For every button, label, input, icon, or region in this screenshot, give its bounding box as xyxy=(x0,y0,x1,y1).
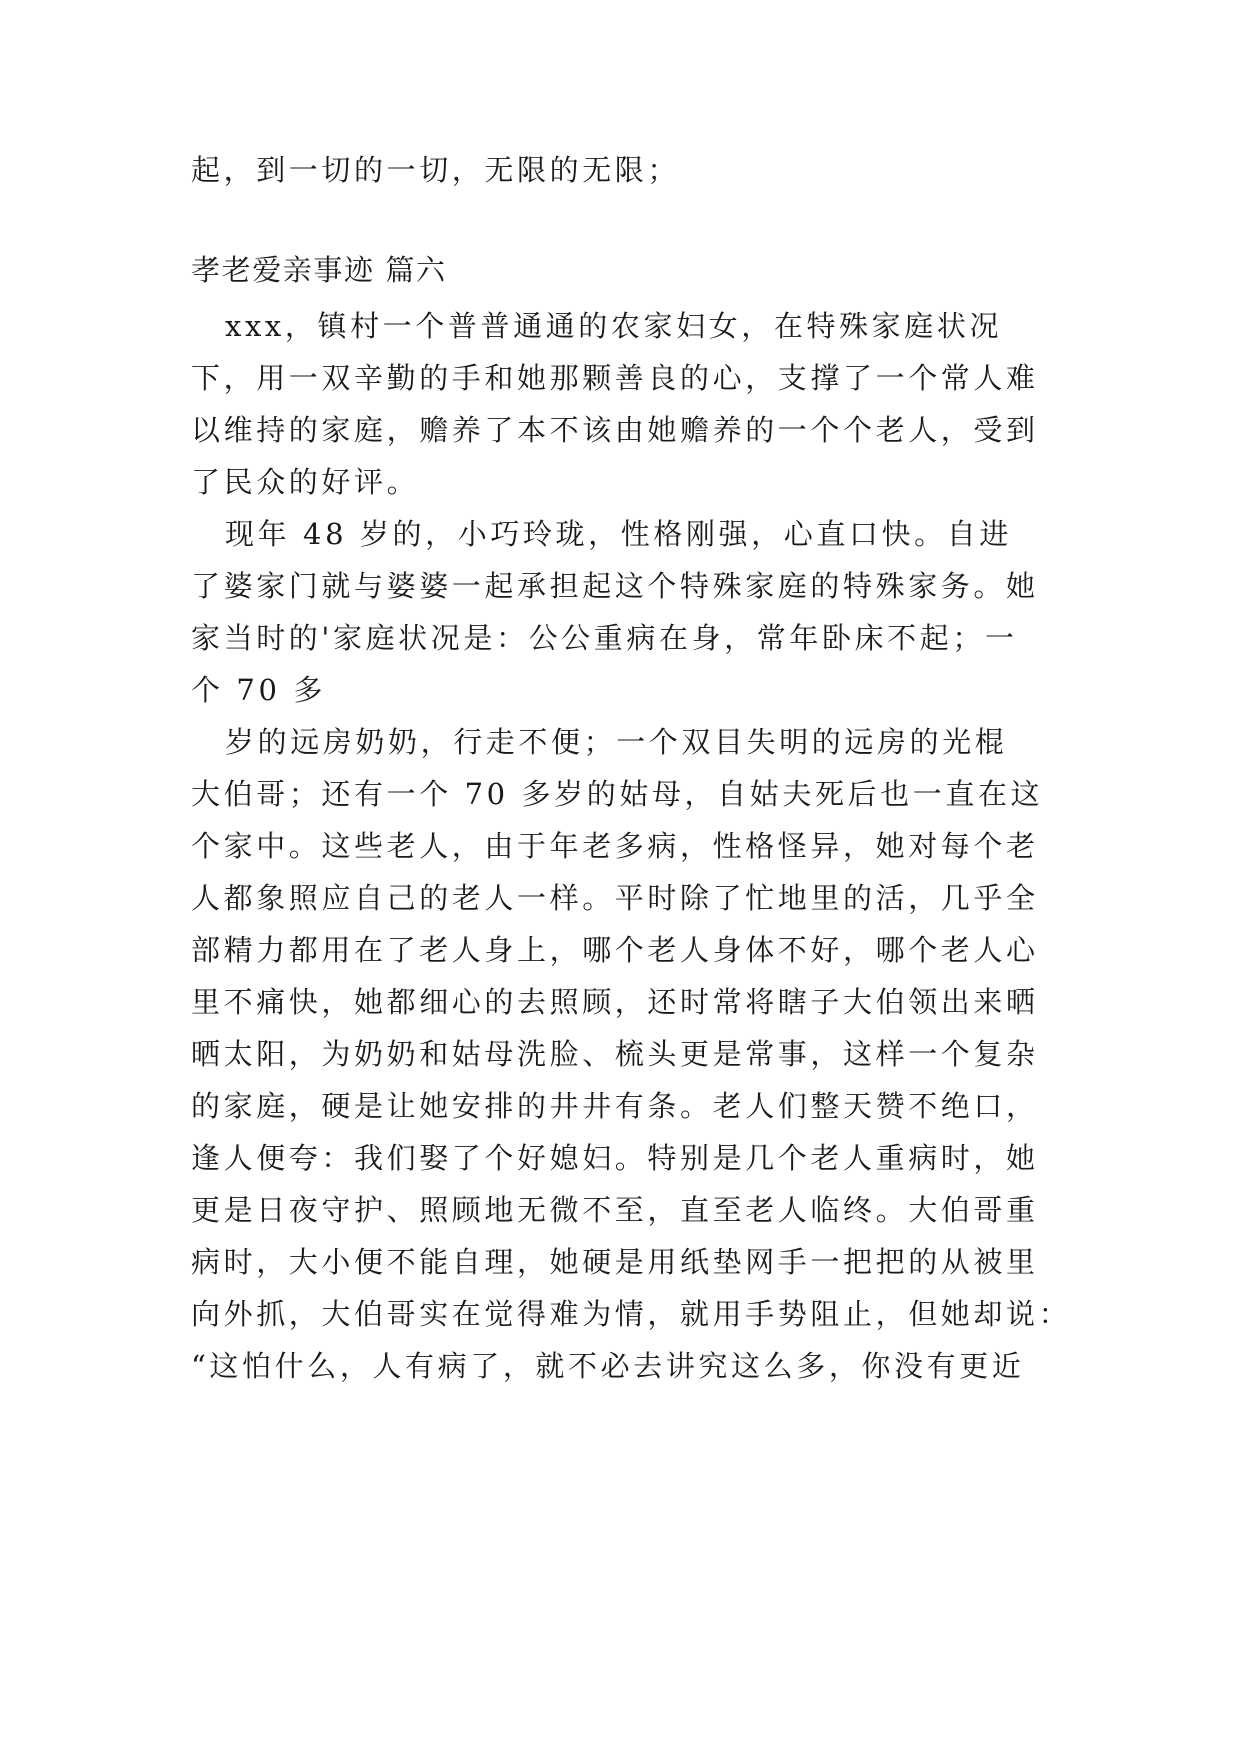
paragraph-2-line-3: 家当时的'家庭状况是：公公重病在身，常年卧床不起；一 xyxy=(191,621,1018,655)
paragraph-3-line-4: 人都象照应自己的老人一样。平时除了忙地里的活，几乎全 xyxy=(191,881,1039,915)
paragraph-3-line-13: “这怕什么，人有病了，就不必去讲究这么多，你没有更近 xyxy=(191,1349,1025,1383)
paragraph-3-line-12: 向外抓，大伯哥实在觉得难为情，就用手势阻止，但她却说： xyxy=(191,1297,1072,1331)
paragraph-3-line-6: 里不痛快，她都细心的去照顾，还时常将瞎子大伯领出来晒 xyxy=(191,985,1039,1019)
paragraph-3-line-2: 大伯哥；还有一个 70 多岁的姑母，自姑夫死后也一直在这 xyxy=(191,777,1044,811)
paragraph-3-line-3: 个家中。这些老人，由于年老多病，性格怪异，她对每个老 xyxy=(191,829,1039,863)
paragraph-3-line-8: 的家庭，硬是让她安排的井井有条。老人们整天赞不绝口， xyxy=(191,1089,1039,1123)
paragraph-2-line-2: 了婆家门就与婆婆一起承担起这个特殊家庭的特殊家务。她 xyxy=(191,569,1039,603)
paragraph-3-line-10: 更是日夜守护、照顾地无微不至，直至老人临终。大伯哥重 xyxy=(191,1193,1039,1227)
paragraph-1-line-2: 下，用一双辛勤的手和她那颗善良的心，支撑了一个常人难 xyxy=(191,361,1039,395)
paragraph-3-line-1: 岁的远房奶奶，行走不便；一个双目失明的远房的光棍 xyxy=(225,725,1008,759)
paragraph-3-line-11: 病时，大小便不能自理，她硬是用纸垫网手一把把的从被里 xyxy=(191,1245,1039,1279)
paragraph-1-line-3: 以维持的家庭，赡养了本不该由她赡养的一个个老人，受到 xyxy=(191,413,1039,447)
paragraph-2-line-4: 个 70 多 xyxy=(191,673,326,707)
paragraph-3-line-9: 逢人便夸：我们娶了个好媳妇。特别是几个老人重病时，她 xyxy=(191,1141,1039,1175)
paragraph-1-line-1: xxx，镇村一个普普通通的农家妇女，在特殊家庭状况 xyxy=(225,309,1003,343)
paragraph-2-line-1: 现年 48 岁的，小巧玲珑，性格刚强，心直口快。自进 xyxy=(225,517,1012,551)
section-title: 孝老爱亲事迹 篇六 xyxy=(191,253,447,287)
paragraph-3-line-7: 晒太阳，为奶奶和姑母洗脸、梳头更是常事，这样一个复杂 xyxy=(191,1037,1039,1071)
intro-line: 起，到一切的一切，无限的无限； xyxy=(191,153,681,187)
paragraph-3-line-5: 部精力都用在了老人身上，哪个老人身体不好，哪个老人心 xyxy=(191,933,1039,967)
paragraph-1-line-4: 了民众的好评。 xyxy=(191,465,420,499)
